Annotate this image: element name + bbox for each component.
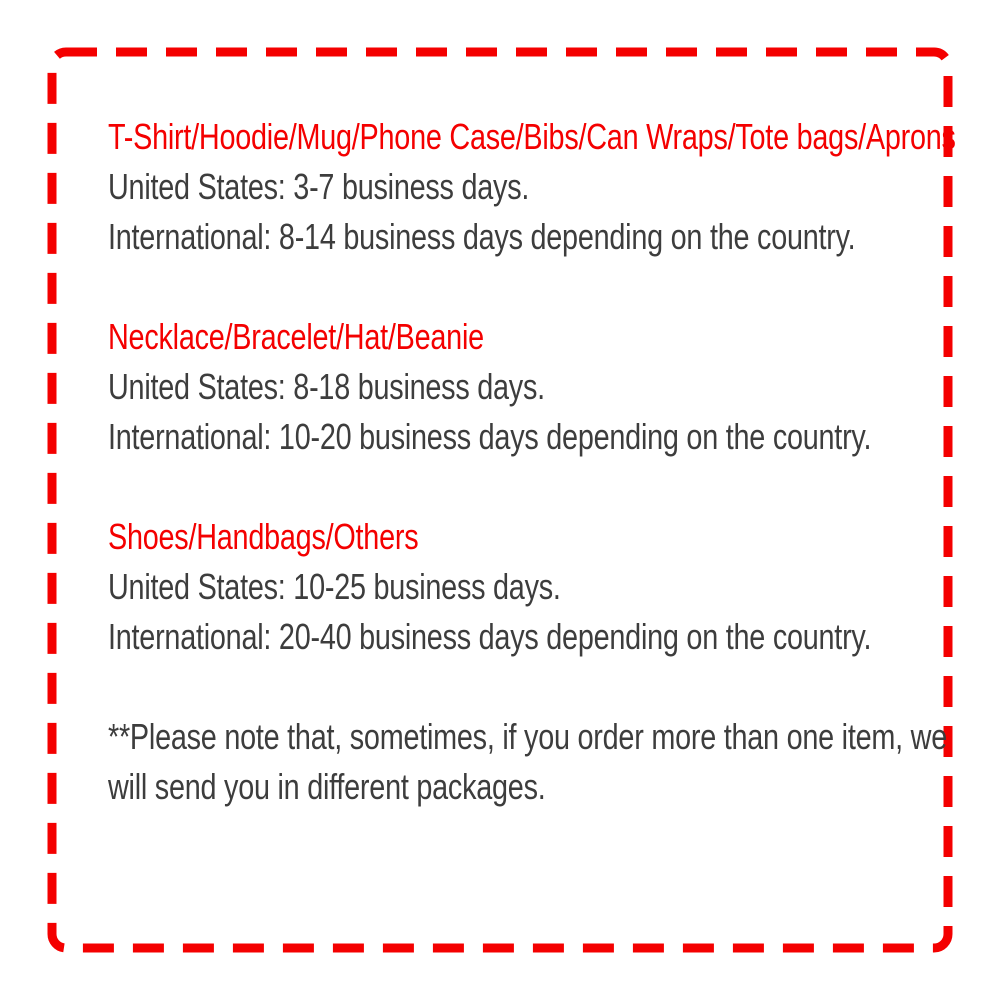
section-title: T-Shirt/Hoodie/Mug/Phone Case/Bibs/Can Wraps/Tote bags/Aprons [108,116,956,157]
section-shoes-handbags [108,512,988,662]
section-accessories [108,312,988,462]
shipping-line-international: International: 10-20 business days depending on the country. [108,416,872,457]
shipping-line-international: International: 8-14 business days depending on the country. [108,216,856,257]
packages-note [108,712,988,812]
shipping-line-us: United States: 3-7 business days. [108,166,530,207]
shipping-line-us: United States: 8-18 business days. [108,366,545,407]
shipping-line-international: International: 20-40 business days depending on the country. [108,616,872,657]
shipping-line-us: United States: 10-25 business days. [108,566,561,607]
note-line: **Please note that, sometimes, if you order more than one item, we [108,716,947,757]
shipping-info-content [108,112,1000,812]
section-apparel [108,112,988,262]
note-line: will send you in different packages. [108,766,546,807]
section-title: Necklace/Bracelet/Hat/Beanie [108,316,484,357]
section-title: Shoes/Handbags/Others [108,516,419,557]
